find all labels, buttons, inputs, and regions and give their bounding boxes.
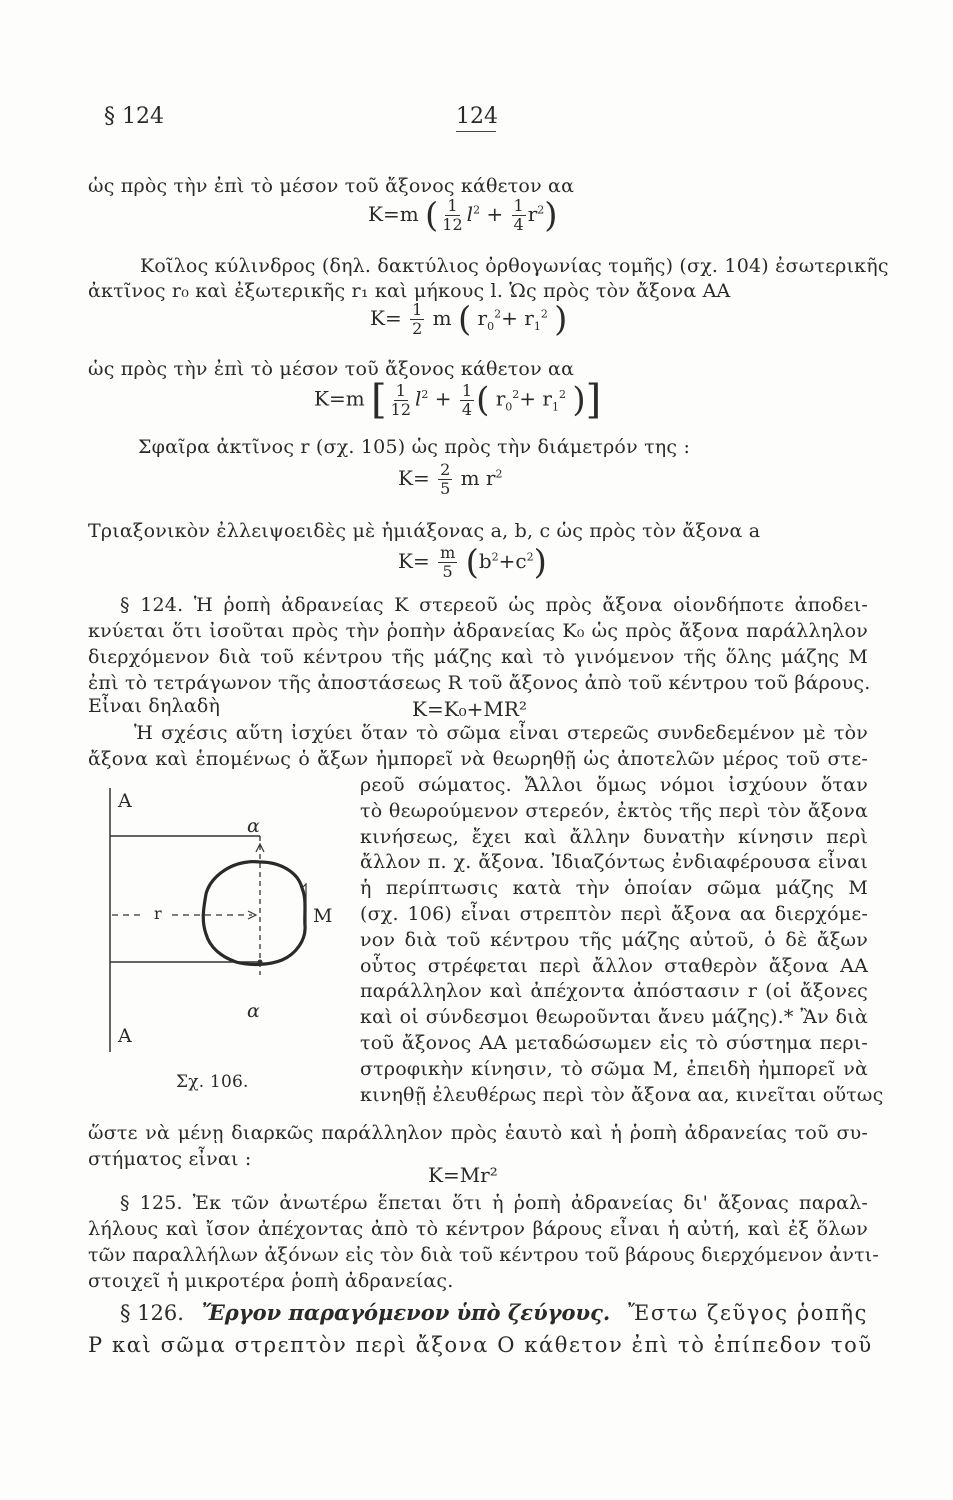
paragraph-line: Εἶναι δηλαδὴ (88, 695, 221, 717)
equation-parallel-axis: K=K₀+MR² (412, 697, 527, 721)
paragraph-line: § 124. Ἡ ῥοπὴ ἀδρανείας K στερεοῦ ὡς πρὸς ἄξονα οἱονδήποτε ἀποδει- (120, 594, 868, 616)
text-line: ἀκτῖνος r₀ καὶ ἐξωτερικῆς r₁ καὶ μήκους l. Ὡς πρὸς τὸν ἄξονα ΑΑ (88, 280, 731, 302)
paragraph-line: P καὶ σῶμα στρεπτὸν περὶ ἄξονα O κάθετον ἐπὶ τὸ ἐπίπεδον τοῦ (88, 1333, 873, 1357)
paragraph-line: τοῦ ἄξονος ΑΑ μεταδώσωμεν εἰς τὸ σύστημα περι- (360, 1031, 868, 1054)
equation-lhs: K= (398, 466, 430, 490)
figure-label-r: r (154, 904, 162, 923)
paragraph-line: κινηθῇ ἐλευθέρως περὶ τὸν ἄξονα αα, κινεῖται οὕτως (360, 1083, 884, 1106)
equation-rod-center: K=m ( $\frac{1}{12}$ $l^2$ + $\frac{1}{4}$ $r^2$) (368, 195, 558, 236)
text-line: ὡς πρὸς τὴν ἐπὶ τὸ μέσον τοῦ ἄξονος κάθετον αα (88, 358, 575, 380)
paragraph-line: παράλληλον καὶ ἀπέχοντα ἀπόστασιν r (οἱ ἄξονες (360, 980, 868, 1003)
paragraph-line: ἄλλον π. χ. ἄξονα. Ἰδιαζόντως ἐνδιαφέρουσα εἶναι (360, 851, 868, 874)
text-line: Τριαξονικὸν ἐλλειψοειδὲς μὲ ἡμιάξονας a, b, c ὡς πρὸς τὸν ἄξονα a (88, 520, 761, 542)
paragraph-line: ὥστε νὰ μένῃ διαρκῶς παράλληλον πρὸς ἑαυτὸ καὶ ἡ ῥοπὴ ἀδρανείας τοῦ συ- (88, 1122, 868, 1144)
text-line: Κοῖλος κύλινδρος (δηλ. δακτύλιος ὀρθογωνίας τομῆς) (σχ. 104) ἐσωτερικῆς (140, 255, 889, 277)
paragraph-line: ἄξονα καὶ ἑπομένως ὁ ἄξων ἠμπορεῖ νὰ θεωρηθῇ ὡς ἀποτελῶν μέρος τοῦ στε- (88, 748, 868, 770)
paragraph-line: ρεοῦ σώματος. Ἄλλοι ὅμως νόμοι ἰσχύουν ὅταν (360, 774, 868, 796)
paragraph-line: καὶ οἱ σύνδεσμοι θεωροῦνται ἄνευ μάζης).* Ἂν διὰ (360, 1006, 868, 1029)
figure-label-a-top: α (247, 815, 260, 837)
header-rule (456, 131, 496, 132)
section-header: § 124 (104, 104, 164, 129)
aa-pivot-icon (258, 960, 263, 965)
paragraph-line: κινήσεως, ἔχει καὶ ἄλλην δυνατὴν κίνησιν περὶ (360, 825, 868, 848)
figure-caption: Σχ. 106. (176, 1072, 249, 1092)
text-line: Σφαῖρα ἀκτῖνος r (σχ. 105) ὡς πρὸς τὴν διάμετρόν της : (138, 436, 691, 458)
paragraph-line: τῶν παραλλήλων ἀξόνων εἰς τὸν διὰ τοῦ κέντρου τοῦ βάρους διερχόμενον ἀντι- (88, 1244, 880, 1266)
equation-lhs: K=m (314, 386, 365, 411)
paragraph-line: στοιχεῖ ἡ μικροτέρα ῥοπὴ ἀδρανείας. (88, 1270, 454, 1292)
text-line: ὡς πρὸς τὴν ἐπὶ τὸ μέσον τοῦ ἄξονος κάθετον αα (88, 175, 575, 197)
paragraph-line: τὸ θεωρούμενον στερεόν, ἐκτὸς τῆς περὶ τὸν ἄξονα (360, 799, 868, 822)
right-column (360, 774, 884, 1109)
figure-label-a-bottom: α (247, 1000, 260, 1022)
paragraph-line: στροφικὴν κίνησιν, τὸ σῶμα M, ἐπειδὴ ἠμπορεῖ νὰ (360, 1057, 868, 1080)
paragraph-line: λήλους καὶ ἴσον ἀπέχοντας ἀπὸ τὸ κέντρον βάρους εἶναι ἡ αὐτή, καὶ ἐξ ὅλων (88, 1218, 868, 1240)
paragraph-line: οὗτος στρέφεται περὶ ἄλλον σταθερὸν ἄξονα ΑΑ (360, 954, 868, 977)
equation-hollow-cylinder-axis: K= $\frac{1}{2}$ m ( $r_0^2+ r_1^2$ ) (370, 299, 568, 340)
section-126-title: Ἔργον παραγόμενον ὑπὸ ζεύγους. (201, 1300, 611, 1325)
paragraph-line: νον διὰ τοῦ κέντρου τῆς μάζης αὐτοῦ, ὁ δὲ ἄξων (360, 928, 868, 951)
figure-106 (100, 780, 340, 1100)
section-126-number: § 126. (120, 1301, 184, 1325)
equation-lhs: K= (370, 306, 402, 330)
equation-hollow-cylinder-center: K=m [ $\frac{1}{12}$ $l^2$ + $\frac{1}{4}$ ( $r_0^2+ r_1^2$ )] (314, 377, 602, 423)
figure-label-M: M (313, 905, 333, 927)
figure-label-A-top: A (118, 790, 132, 812)
paragraph-line: κνύεται ὅτι ἰσοῦται πρὸς τὴν ῥοπὴν ἀδρανείας K₀ ὡς πρὸς ἄξονα παράλληλον (88, 620, 868, 642)
paragraph-line: ἐπὶ τὸ τετράγωνον τῆς ἀποστάσεως R τοῦ ἄξονος ἀπὸ τοῦ κέντρου τοῦ βάρους. (88, 672, 871, 694)
paragraph-line: (σχ. 106) εἶναι στρεπτὸν περὶ ἄξονα αα διερχόμε- (360, 902, 868, 925)
paragraph-line: § 125. Ἐκ τῶν ἀνωτέρω ἕπεται ὅτι ἡ ῥοπὴ ἀδρανείας δι' ἄξονας παραλ- (120, 1192, 868, 1214)
paragraph-line: Ἔστω ζεῦγος ῥοπῆς (628, 1301, 868, 1325)
paragraph-line: ἡ περίπτωσις κατὰ τὴν ὁποίαν σῶμα μάζης M (360, 877, 868, 900)
equation-ellipsoid: K= $\frac{m}{5}$ $(b^2+c^2)$ (398, 542, 547, 583)
equation-lhs: K= (398, 549, 430, 573)
paragraph-line: διερχόμενον διὰ τοῦ κέντρου τῆς μάζης καὶ τὸ γινόμενον τῆς ὅλης μάζης M (88, 646, 868, 668)
page-number: 124 (456, 104, 498, 129)
equation-lhs: K=m (368, 202, 419, 226)
section-126-heading-line (120, 1300, 868, 1325)
figure-label-A-bottom: A (118, 1025, 132, 1047)
equation-sphere: K= $\frac{2}{5}$ m $r^2$ (398, 460, 503, 498)
equation-system: K=Mr² (428, 1163, 498, 1187)
paragraph-line: στήματος εἶναι : (88, 1148, 252, 1170)
body-M-outline (203, 862, 305, 965)
paragraph-line: Ἡ σχέσις αὕτη ἰσχύει ὅταν τὸ σῶμα εἶναι στερεῶς συνδεδεμένον μὲ τὸν (134, 722, 868, 744)
